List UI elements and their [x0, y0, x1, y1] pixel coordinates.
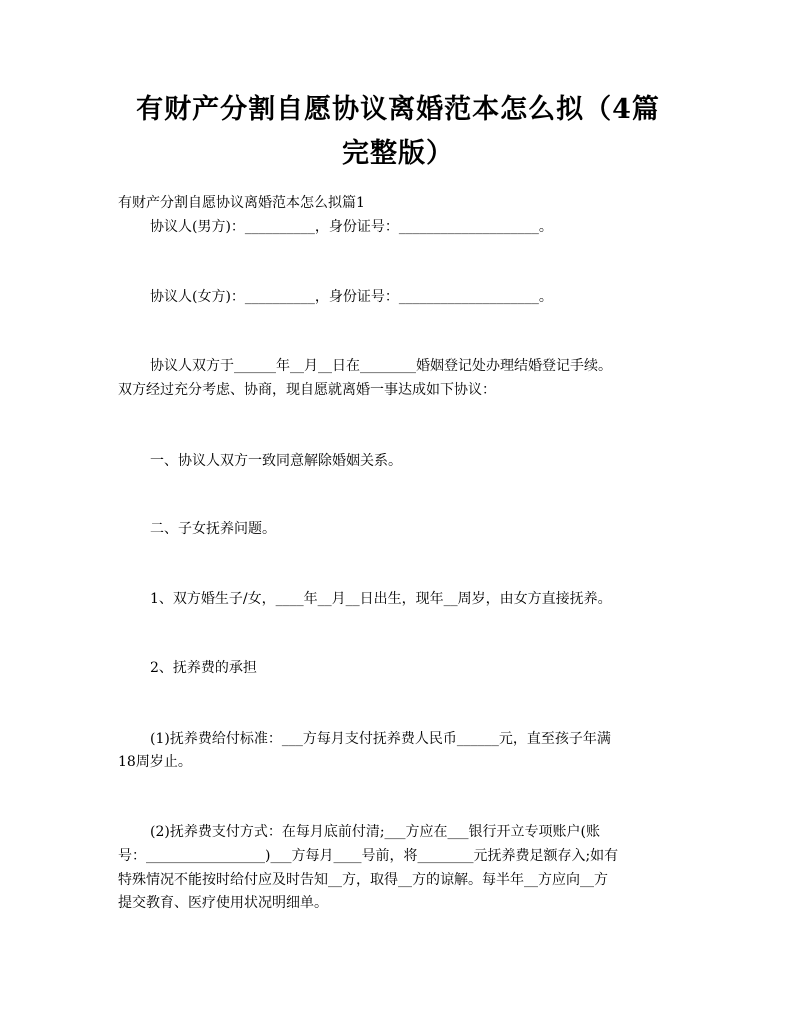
title-line-2: 完整版）: [342, 138, 454, 169]
female-party-line: 协议人(女方)：__________，身份证号：____________________。: [150, 289, 553, 305]
support-standard-line-1: (1)抚养费给付标准：___方每月支付抚养费人民币______元，直至孩子年满: [150, 731, 611, 747]
clause-2-heading: 二、子女抚养问题。: [150, 521, 276, 537]
document-title: [118, 88, 678, 176]
payment-method-line-3: 特殊情况不能按时给付应及时告知__方，取得__方的谅解。每半年__方应向__方: [118, 872, 608, 888]
clause-2-2-heading: 2、抚养费的承担: [150, 660, 257, 676]
male-party-line: 协议人(男方)：__________，身份证号：____________________。: [150, 219, 553, 235]
payment-method-line-2: 号：_________________)___方每月____号前，将________元抚养费足额存入;如有: [118, 848, 619, 864]
payment-method-line-1: (2)抚养费支付方式：在每月底前付清;___方应在___银行开立专项账户(账: [150, 824, 601, 840]
marriage-registration-line: 协议人双方于______年__月__日在________婚姻登记处办理结婚登记手续。: [150, 358, 612, 374]
payment-method-line-4: 提交教育、医疗使用状况明细单。: [118, 895, 328, 911]
support-standard-line-2: 18周岁止。: [118, 754, 192, 770]
agreement-intro-line: 双方经过充分考虑、协商，现自愿就离婚一事达成如下协议：: [118, 382, 496, 398]
section-heading: 有财产分割自愿协议离婚范本怎么拟篇1: [118, 195, 365, 211]
title-line-1: 有财产分割自愿协议离婚范本怎么拟（4篇: [136, 94, 660, 125]
clause-2-1-custody: 1、双方婚生子/女，____年__月__日出生，现年__周岁，由女方直接抚养。: [150, 591, 612, 607]
clause-1-divorce: 一、协议人双方一致同意解除婚姻关系。: [150, 453, 402, 469]
